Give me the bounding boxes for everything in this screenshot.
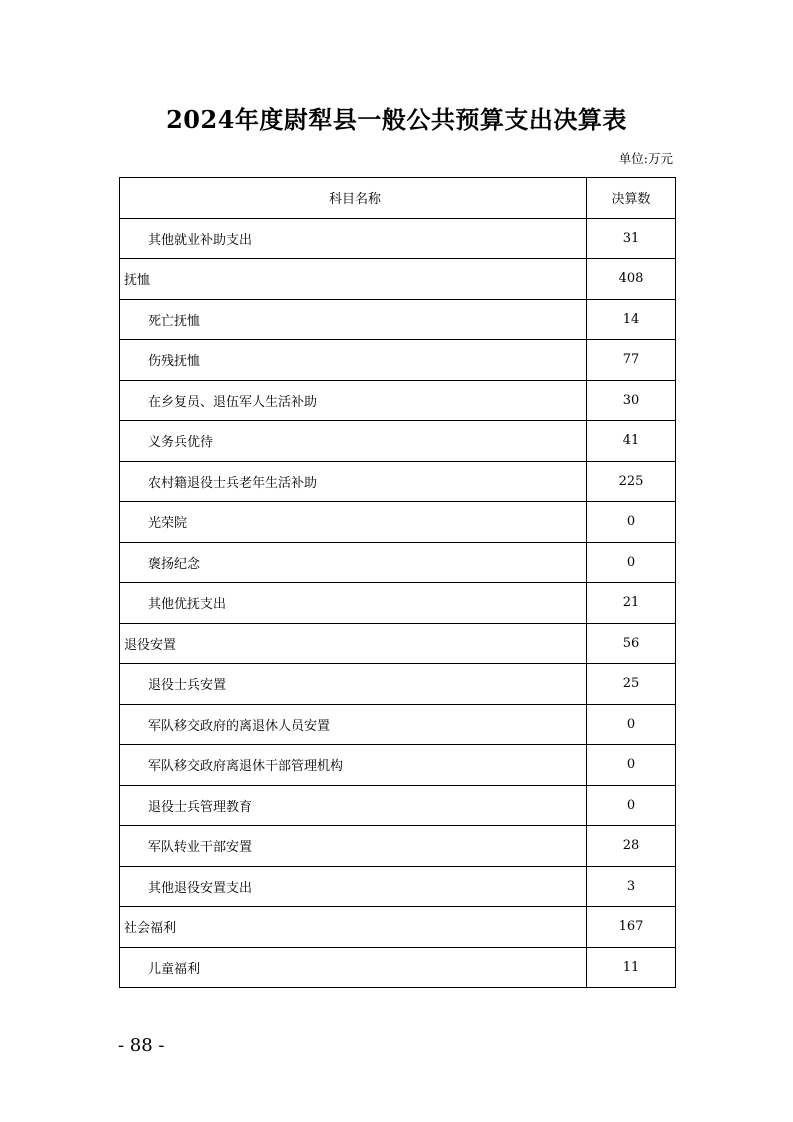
amount-cell: 41	[587, 421, 676, 462]
page-title: 2024年度尉犁县一般公共预算支出决算表	[166, 105, 627, 134]
amount-cell: 14	[587, 299, 676, 340]
subject-name-cell: 农村籍退役士兵老年生活补助	[120, 461, 587, 502]
table-row	[120, 745, 676, 786]
subject-name-cell: 在乡复员、退伍军人生活补助	[120, 380, 587, 421]
table-row	[120, 866, 676, 907]
amount-cell: 0	[587, 704, 676, 745]
amount-cell: 0	[587, 542, 676, 583]
subject-name-cell: 军队移交政府的离退休人员安置	[120, 704, 587, 745]
amount-cell: 28	[587, 826, 676, 867]
amount-cell: 56	[587, 623, 676, 664]
table-row	[120, 826, 676, 867]
table-row	[120, 583, 676, 624]
amount-cell: 25	[587, 664, 676, 705]
subject-name-cell: 其他退役安置支出	[120, 866, 587, 907]
table-row	[120, 785, 676, 826]
subject-name-cell: 死亡抚恤	[120, 299, 587, 340]
subject-name-cell: 军队转业干部安置	[120, 826, 587, 867]
table-row	[120, 664, 676, 705]
table-row	[120, 218, 676, 259]
amount-cell: 408	[587, 259, 676, 300]
amount-cell: 225	[587, 461, 676, 502]
page-number: - 88 -	[118, 1035, 165, 1056]
amount-cell: 0	[587, 745, 676, 786]
table-row	[120, 907, 676, 948]
amount-cell: 167	[587, 907, 676, 948]
subject-name-cell: 其他就业补助支出	[120, 218, 587, 259]
table-row	[120, 542, 676, 583]
subject-name-cell: 伤残抚恤	[120, 340, 587, 381]
header-subject-name: 科目名称	[120, 178, 587, 219]
amount-cell: 3	[587, 866, 676, 907]
subject-name-cell: 抚恤	[120, 259, 587, 300]
subject-name-cell: 退役士兵安置	[120, 664, 587, 705]
table-row	[120, 380, 676, 421]
amount-cell: 11	[587, 947, 676, 988]
table-header-row	[120, 178, 676, 219]
subject-name-cell: 社会福利	[120, 907, 587, 948]
table-row	[120, 461, 676, 502]
amount-cell: 77	[587, 340, 676, 381]
amount-cell: 0	[587, 785, 676, 826]
unit-label: 单位:万元	[618, 151, 673, 166]
subject-name-cell: 义务兵优待	[120, 421, 587, 462]
table-row	[120, 259, 676, 300]
table-row	[120, 299, 676, 340]
table-row	[120, 340, 676, 381]
budget-table	[119, 177, 676, 988]
subject-name-cell: 退役士兵管理教育	[120, 785, 587, 826]
amount-cell: 0	[587, 502, 676, 543]
amount-cell: 30	[587, 380, 676, 421]
subject-name-cell: 退役安置	[120, 623, 587, 664]
table-row	[120, 947, 676, 988]
table-row	[120, 623, 676, 664]
table-row	[120, 502, 676, 543]
table-row	[120, 421, 676, 462]
header-amount: 决算数	[587, 178, 676, 219]
subject-name-cell: 褒扬纪念	[120, 542, 587, 583]
subject-name-cell: 儿童福利	[120, 947, 587, 988]
table-row	[120, 704, 676, 745]
subject-name-cell: 其他优抚支出	[120, 583, 587, 624]
table-body	[120, 218, 676, 988]
amount-cell: 31	[587, 218, 676, 259]
subject-name-cell: 军队移交政府离退休干部管理机构	[120, 745, 587, 786]
amount-cell: 21	[587, 583, 676, 624]
subject-name-cell: 光荣院	[120, 502, 587, 543]
